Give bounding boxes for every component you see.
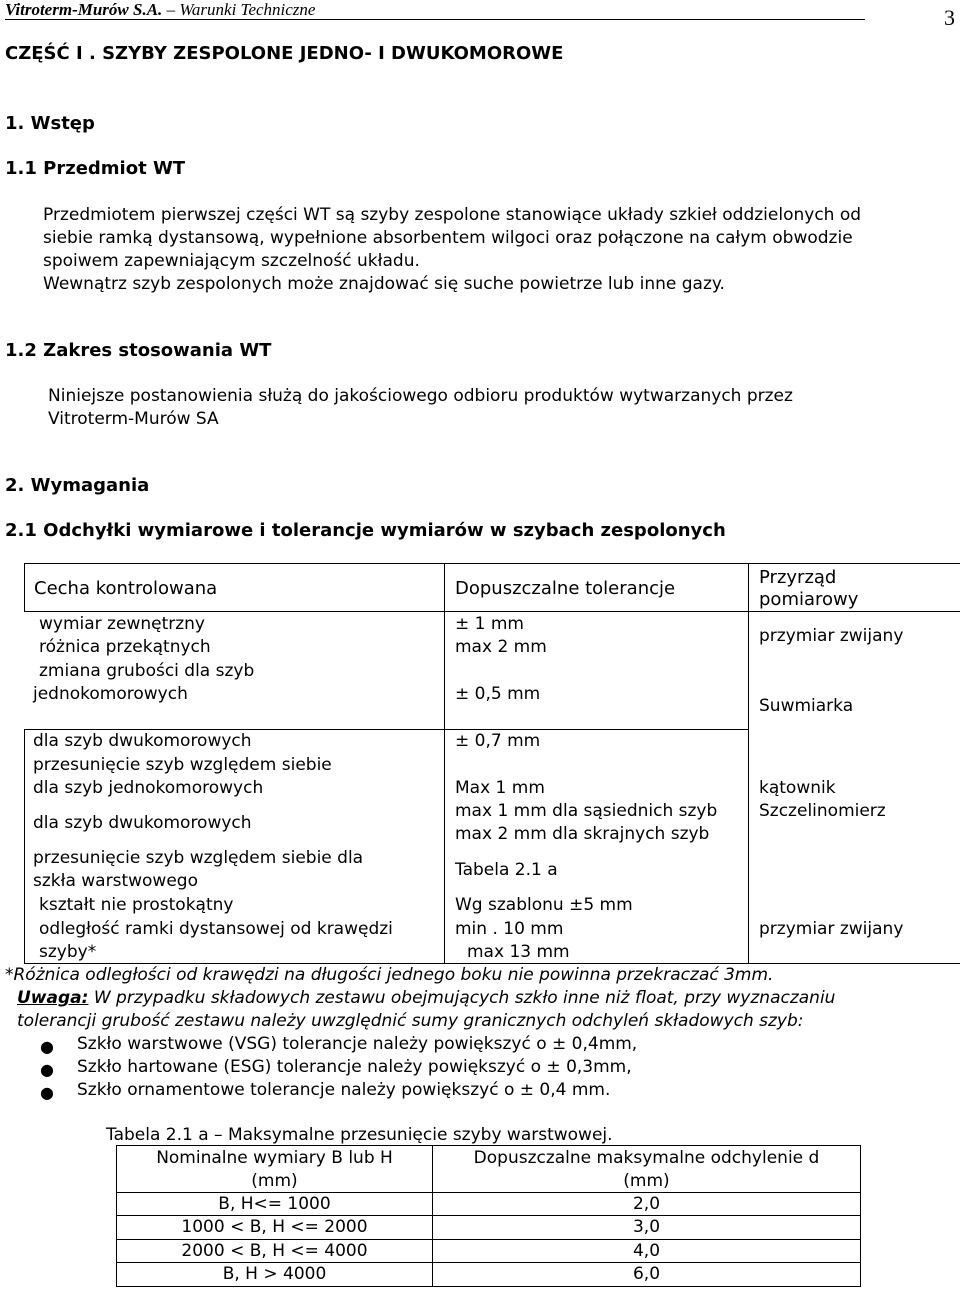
table-cell: szkła warstwowego bbox=[33, 871, 198, 891]
table-cell: różnica przekątnych bbox=[39, 637, 211, 657]
paragraph-line: Wewnątrz szyb zespolonych może znajdować się suche powietrze lub inne gazy. bbox=[43, 274, 725, 294]
table-cell: przymiar zwijany bbox=[759, 919, 904, 939]
section-2-1-heading: 2.1 Odchyłki wymiarowe i tolerancje wymiarów w szybach zespolonych bbox=[5, 520, 726, 541]
table-header-tolerance: Dopuszczalne tolerancje bbox=[455, 578, 676, 599]
table-cell: dla szyb dwukomorowych bbox=[33, 731, 252, 751]
table2-cell-size: 1000 < B, H <= 2000 bbox=[181, 1217, 368, 1237]
table-border bbox=[24, 611, 960, 612]
table-cell: ± 1 mm bbox=[455, 614, 524, 634]
table-cell: max 2 mm dla skrajnych szyb bbox=[455, 824, 710, 844]
table-cell: dla szyb dwukomorowych bbox=[33, 813, 252, 833]
section-1-1-heading: 1.1 Przedmiot WT bbox=[5, 158, 186, 179]
table2-cell-size: 2000 < B, H <= 4000 bbox=[181, 1241, 368, 1261]
note-line-1 bbox=[17, 987, 835, 1010]
running-header bbox=[5, 0, 315, 20]
table-cell: kątownik bbox=[759, 778, 836, 798]
table-cell: Max 1 mm bbox=[455, 778, 545, 798]
table-cell: min . 10 mm bbox=[455, 919, 564, 939]
paragraph-line: spoiwem zapewniającym szczelność układu. bbox=[43, 251, 420, 271]
table2-header-size: Nominalne wymiary B lub H bbox=[156, 1148, 393, 1168]
table-border bbox=[116, 1286, 861, 1287]
section-1-2-heading: 1.2 Zakres stosowania WT bbox=[5, 340, 272, 361]
table-cell: odległość ramki dystansowej od krawędzi bbox=[39, 919, 393, 939]
table-header-feature: Cecha kontrolowana bbox=[34, 578, 218, 599]
paragraph-line: Niniejsze postanowienia służą do jakościowego odbioru produktów wytwarzanych przez bbox=[48, 386, 793, 406]
table-border bbox=[748, 563, 749, 964]
note-label: Uwaga: bbox=[17, 988, 89, 1008]
header-doc-title: Warunki Techniczne bbox=[179, 0, 316, 19]
part-title: CZĘŚĆ I . SZYBY ZESPOLONE JEDNO- I DWUKOMOROWE bbox=[5, 43, 564, 64]
table-border bbox=[24, 563, 25, 612]
table-cell: Tabela 2.1 a bbox=[455, 860, 558, 880]
header-company: Vitroterm-Murów S.A. bbox=[5, 0, 163, 19]
table-border bbox=[116, 1145, 861, 1146]
table2-cell-size: B, H > 4000 bbox=[222, 1264, 327, 1284]
table-cell: ± 0,7 mm bbox=[455, 731, 541, 751]
bullet-icon: ● bbox=[40, 1083, 54, 1102]
table-border bbox=[24, 729, 25, 964]
note-text: W przypadku składowych zestawu obejmujących szkło inne niż float, przy wyznaczaniu bbox=[88, 988, 836, 1008]
table-cell: kształt nie prostokątny bbox=[39, 895, 234, 915]
table-cell: max 2 mm bbox=[455, 637, 547, 657]
paragraph-line: Vitroterm-Murów SA bbox=[48, 409, 219, 429]
note-line-2: tolerancji grubość zestawu należy uwzględnić sumy granicznych odchyleń składowych szyb: bbox=[17, 1011, 804, 1031]
table-border bbox=[444, 563, 445, 964]
bullet-icon: ● bbox=[40, 1037, 54, 1056]
table-cell: max 13 mm bbox=[467, 942, 570, 962]
page-number: 3 bbox=[944, 5, 955, 30]
table-cell: zmiana grubości dla szyb bbox=[39, 661, 255, 681]
table2-cell-size: B, H<= 1000 bbox=[218, 1194, 331, 1214]
table2-header-deviation-unit: (mm) bbox=[623, 1171, 670, 1191]
table-cell: dla szyb jednokomorowych bbox=[33, 778, 264, 798]
bullet-item: Szkło hartowane (ESG) tolerancje należy powiększyć o ± 0,3mm, bbox=[77, 1057, 632, 1077]
table-cell: szyby* bbox=[39, 942, 97, 962]
table2-cell-deviation: 6,0 bbox=[632, 1264, 661, 1284]
table-cell: jednokomorowych bbox=[33, 684, 188, 704]
section-1-heading: 1. Wstęp bbox=[5, 113, 95, 134]
table-footnote: *Różnica odległości od krawędzi na długości jednego boku nie powinna przekraczać 3mm. bbox=[5, 965, 774, 985]
table-cell: Szczelinomierz bbox=[759, 801, 886, 821]
bullet-icon: ● bbox=[40, 1060, 54, 1079]
table2-header-size-unit: (mm) bbox=[251, 1171, 298, 1191]
table2-caption: Tabela 2.1 a – Maksymalne przesunięcie szyby warstwowej. bbox=[106, 1125, 613, 1145]
table-cell: Suwmiarka bbox=[759, 696, 854, 716]
bullet-item: Szkło ornamentowe tolerancje należy powiększyć o ± 0,4 mm. bbox=[77, 1080, 611, 1100]
table2-cell-deviation: 4,0 bbox=[632, 1241, 661, 1261]
paragraph-line: Przedmiotem pierwszej części WT są szyby zespolone stanowiące układy szkieł oddzielonych od bbox=[43, 205, 862, 225]
paragraph-line: siebie ramką dystansową, wypełnione absorbentem wilgoci oraz połączone na całym obwodzie bbox=[43, 228, 853, 248]
table-cell: max 1 mm dla sąsiednich szyb bbox=[455, 801, 718, 821]
header-dash: – bbox=[162, 0, 180, 19]
table-header-instrument: pomiarowy bbox=[759, 589, 859, 610]
bullet-item: Szkło warstwowe (VSG) tolerancje należy powiększyć o ± 0,4mm, bbox=[77, 1034, 638, 1054]
table2-header-deviation: Dopuszczalne maksymalne odchylenie d bbox=[473, 1148, 820, 1168]
table-header-instrument: Przyrząd bbox=[759, 567, 837, 588]
table-cell: wymiar zewnętrzny bbox=[39, 614, 205, 634]
table-cell: ± 0,5 mm bbox=[455, 684, 541, 704]
table-border bbox=[860, 1145, 861, 1287]
table2-cell-deviation: 2,0 bbox=[632, 1194, 661, 1214]
header-rule bbox=[5, 19, 865, 20]
table2-cell-deviation: 3,0 bbox=[632, 1217, 661, 1237]
table-cell: Wg szablonu ±5 mm bbox=[455, 895, 633, 915]
section-2-heading: 2. Wymagania bbox=[5, 475, 150, 496]
table-border bbox=[24, 563, 960, 564]
table-cell: przymiar zwijany bbox=[759, 626, 904, 646]
table-cell: przesunięcie szyb względem siebie dla bbox=[33, 848, 364, 868]
table-cell: przesunięcie szyb względem siebie bbox=[33, 755, 332, 775]
